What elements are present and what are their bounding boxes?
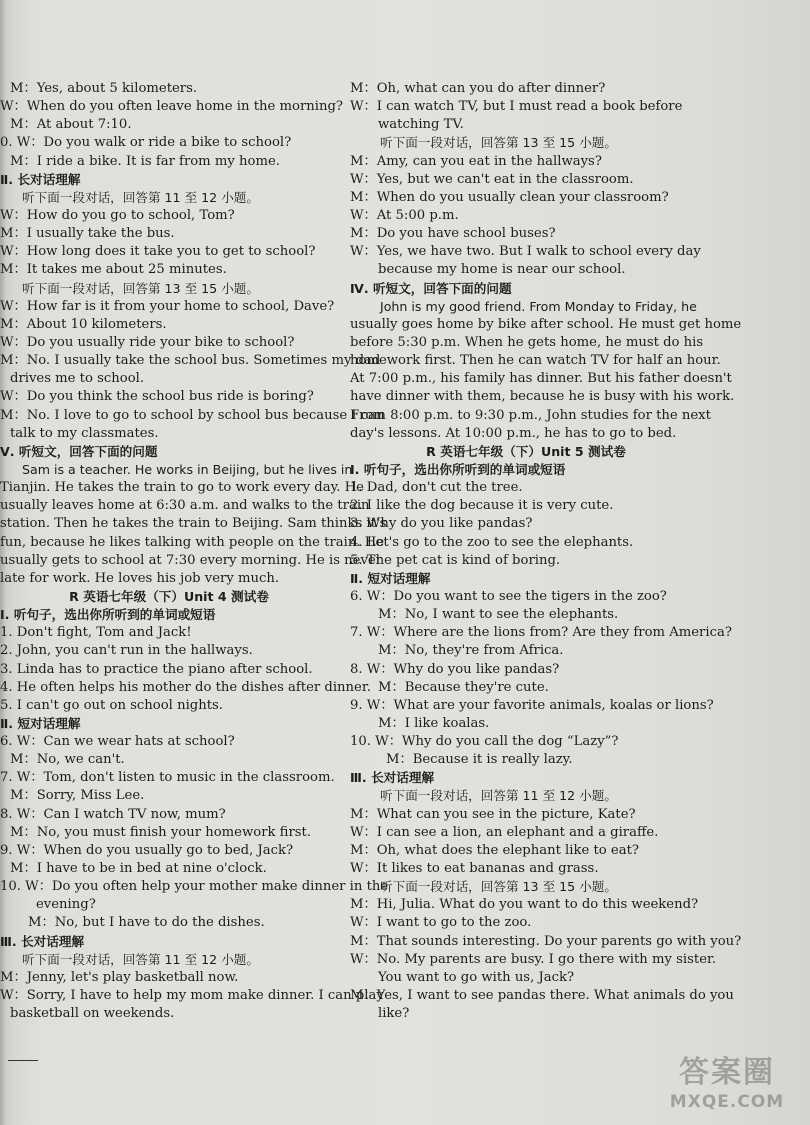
text-line: W：Yes, we have two. But I walk to school every day [350, 244, 701, 260]
text-line: M：Jenny, let's play basketball now. [0, 969, 239, 985]
section-heading: Ⅳ. 听短文，回答下面的问题 [350, 280, 512, 296]
section-heading: Ⅱ. 短对话理解 [350, 570, 431, 586]
instruction-line: 听下面一段对话，回答第 13 至 15 小题。 [380, 135, 617, 151]
text-line: 4. Let's go to the zoo to see the elephants. [350, 534, 634, 550]
text-line: 3. Linda has to practice the piano after school. [0, 661, 313, 677]
text-line: 5. I can't go out on school nights. [0, 697, 223, 713]
text-line: 3. Why do you like pandas? [350, 516, 533, 532]
text-line: M：Oh, what does the elephant like to eat? [350, 842, 639, 858]
right-column [350, 80, 742, 1023]
text-line: W：At 5:00 p.m. [350, 207, 459, 223]
text-line: M：When do you usually clean your classroom? [350, 189, 669, 205]
text-line: station. Then he takes the train to Beijing. Sam thinks it's [0, 516, 387, 532]
site-watermark [652, 1055, 802, 1121]
text-line: usually goes home by bike after school. He must get home [350, 316, 742, 332]
footer-rule [8, 1060, 38, 1061]
text-line: 1. Don't fight, Tom and Jack! [0, 625, 192, 641]
text-line: because my home is near our school. [378, 262, 626, 278]
section-heading: Ⅲ. 长对话理解 [350, 770, 435, 786]
text-line: homework first. Then he can watch TV for half an hour. [350, 353, 721, 369]
test-title: R 英语七年级（下）Unit 4 测试卷 [69, 588, 269, 604]
text-line: M：No. I usually take the school bus. Sometimes my dad [0, 353, 381, 369]
text-line: 2. John, you can't run in the hallways. [0, 643, 253, 659]
text-line: W：Do you think the school bus ride is boring? [0, 389, 314, 405]
text-line: M：Yes, about 5 kilometers. [10, 81, 198, 96]
text-line: before 5:30 p.m. When he gets home, he must do his [350, 334, 704, 350]
text-line: W：I can watch TV, but I must read a book before [350, 99, 683, 115]
text-line: M：Because it is really lazy. [386, 752, 573, 768]
text-line: M：No. I love to go to school by school bus because I can [0, 407, 385, 423]
section-heading: Ⅲ. 长对话理解 [0, 933, 85, 949]
text-line: usually gets to school at 7:30 every morning. He is never [0, 552, 383, 568]
text-line: M：No, but I have to do the dishes. [28, 915, 265, 931]
text-line: M：No, they're from Africa. [378, 643, 564, 659]
section-heading: Ⅰ. 听句子，选出你所听到的单词或短语 [350, 461, 566, 477]
text-line: M：What can you see in the picture, Kate? [350, 806, 636, 822]
text-line: 7. W：Tom, don't listen to music in the classroom. [0, 770, 335, 786]
text-line: W：Sorry, I have to help my mom make dinner. I can play [0, 988, 384, 1004]
text-line: M：About 10 kilometers. [0, 316, 167, 332]
text-line: W：How do you go to school, Tom? [0, 207, 235, 223]
text-line: W：How far is it from your home to school, Dave? [0, 298, 335, 314]
text-line: 9. W：When do you usually go to bed, Jack? [0, 842, 294, 858]
text-line: drives me to school. [10, 371, 145, 387]
text-line: W：When do you often leave home in the morning? [0, 99, 343, 115]
instruction-line: 听下面一段对话，回答第 13 至 15 小题。 [380, 879, 617, 895]
text-line: W：How long does it take you to get to school? [0, 244, 316, 260]
test-title: R 英语七年级（下）Unit 5 测试卷 [426, 443, 626, 459]
text-line: basketball on weekends. [10, 1006, 175, 1022]
text-line: 7. W：Where are the lions from? Are they from America? [350, 625, 732, 641]
text-line: fun, because he likes talking with people on the train. He [0, 534, 385, 550]
text-line: 4. He often helps his mother do the dishes after dinner. [0, 679, 371, 695]
text-line: 6. W：Do you want to see the tigers in the zoo? [350, 588, 667, 604]
instruction-line: John is my good friend. From Monday to Friday, he [380, 298, 697, 314]
text-line: W：I can see a lion, an elephant and a giraffe. [350, 824, 659, 840]
text-line: day's lessons. At 10:00 p.m., he has to go to bed. [350, 425, 677, 441]
text-line: W：It likes to eat bananas and grass. [350, 861, 599, 877]
text-line: M：No, you must finish your homework first. [10, 824, 312, 840]
section-heading: Ⅱ. 短对话理解 [0, 715, 81, 731]
instruction-line: Sam is a teacher. He works in Beijing, but he lives in [22, 461, 353, 477]
text-line: M：No, we can't. [10, 752, 125, 768]
text-line: M：Oh, what can you do after dinner? [350, 81, 606, 96]
watermark-logo-text: 答案圈 [679, 1055, 775, 1090]
text-line: W：Yes, but we can't eat in the classroom. [350, 171, 634, 187]
text-line: 8. W：Why do you like pandas? [350, 661, 560, 677]
text-line: M：That sounds interesting. Do your parents go with you? [350, 933, 742, 949]
text-line: 6. W：Can we wear hats at school? [0, 734, 235, 750]
text-line: M：It takes me about 25 minutes. [0, 262, 227, 278]
text-line: M：I have to be in bed at nine o'clock. [10, 861, 267, 877]
instruction-line: 听下面一段对话，回答第 11 至 12 小题。 [380, 788, 617, 804]
text-line: W：No. My parents are busy. I go there with my sister. [350, 951, 717, 967]
left-column [0, 80, 389, 1023]
text-line: have dinner with them, because he is busy with his work. [350, 389, 735, 405]
text-line: Tianjin. He takes the train to go to work every day. He [0, 480, 364, 496]
instruction-line: 听下面一段对话，回答第 11 至 12 小题。 [22, 951, 259, 967]
instruction-line: 听下面一段对话，回答第 11 至 12 小题。 [22, 189, 259, 205]
text-line: 10. W：Do you often help your mother make dinner in the [0, 879, 389, 895]
text-line: M：I ride a bike. It is far from my home. [10, 153, 280, 169]
text-line: From 8:00 p.m. to 9:30 p.m., John studies for the next [350, 407, 711, 423]
text-line: usually leaves home at 6:30 a.m. and walks to the train [0, 498, 370, 514]
text-line: W：Do you usually ride your bike to school? [0, 334, 295, 350]
text-line: 10. W：Why do you call the dog “Lazy”? [350, 734, 619, 750]
text-line: M：Do you have school buses? [350, 226, 556, 242]
text-line: talk to my classmates. [10, 425, 159, 441]
text-line: evening? [36, 897, 96, 913]
text-line: M：I like koalas. [378, 715, 490, 731]
text-line: M：I usually take the bus. [0, 226, 175, 242]
text-line: M：Amy, can you eat in the hallways? [350, 153, 602, 169]
text-line: M：No, I want to see the elephants. [378, 607, 619, 623]
text-line: late for work. He loves his job very much. [0, 570, 280, 586]
text-line: 1. Dad, don't cut the tree. [350, 480, 523, 496]
text-line: watching TV. [378, 117, 464, 133]
instruction-line: 听下面一段对话，回答第 13 至 15 小题。 [22, 280, 259, 296]
text-line: M：At about 7:10. [10, 117, 132, 133]
text-line: M：Yes, I want to see pandas there. What animals do you [350, 988, 734, 1004]
text-line: 9. W：What are your favorite animals, koalas or lions? [350, 697, 714, 713]
text-line: M：Hi, Julia. What do you want to do this weekend? [350, 897, 699, 913]
text-line: You want to go with us, Jack? [378, 969, 575, 985]
text-line: like? [378, 1006, 410, 1022]
text-line: 2. I like the dog because it is very cute. [350, 498, 614, 514]
section-heading: Ⅱ. 长对话理解 [0, 171, 81, 187]
text-line: 5. The pet cat is kind of boring. [350, 552, 561, 568]
section-heading: Ⅰ. 听句子，选出你所听到的单词或短语 [0, 607, 216, 623]
text-line: 0. W：Do you walk or ride a bike to school? [0, 135, 292, 151]
text-line: 8. W：Can I watch TV now, mum? [0, 806, 226, 822]
section-heading: Ⅴ. 听短文，回答下面的问题 [0, 443, 158, 459]
text-line: W：I want to go to the zoo. [350, 915, 532, 931]
text-line: M：Because they're cute. [378, 679, 549, 695]
watermark-url: MXQE.COM [669, 1092, 785, 1112]
text-line: M：Sorry, Miss Lee. [10, 788, 145, 804]
text-line: At 7:00 p.m., his family has dinner. But his father doesn't [350, 371, 732, 387]
